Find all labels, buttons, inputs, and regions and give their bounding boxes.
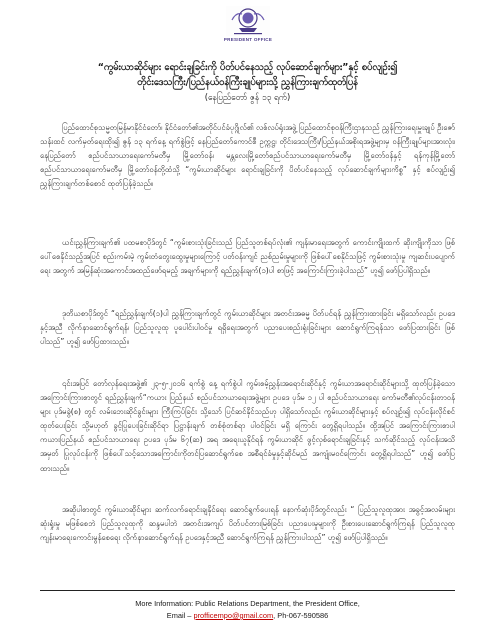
footer-phone: , Ph-067-590586 <box>273 611 329 620</box>
footer-contact-line <box>0 610 495 622</box>
paragraph-5-text: အဆိုပါစာတွင် ကွမ်းယာဆိုင်များ ဆက်လက်ရောင်းချနိုင်ရေး ဆောင်ရွက်ပေးရန် နောက်ဆုံးပိုဒ်တွင်လည်း “ ပြည်သူလူထုအား အခွင့်အလမ်းများ ဆုံးရှုံးမှု မဖြစ်စေဘဲ ပြည်သူလူထုကို ဆန္ဒမပါဘဲ အတင်းအကျပ် ပိတ်ပင်တားမြစ်ခြင်း ပညာပေးမှုများကို ဦးစားပေးဆောင်ရွက်ကြရန် ပြည်သူလူထု ကျန်းမာရေးကောင်းမွန်စေရေး လိုက်နာဆောင်ရွက်ရန် ဥပဒေနှင့်အညီ ဆောင်ရွက်ကြရန် ညွှန်ကြားပါသည်” ဟူ၍ ဖော်ပြပါရှိသည်။ <box>40 505 455 543</box>
paragraph-1 <box>40 121 455 220</box>
footer-email-link[interactable]: profficempo@gmail.com <box>193 611 274 620</box>
paragraph-3 <box>40 307 455 363</box>
paragraph-4 <box>40 377 455 490</box>
footer-email-label: Email – <box>166 611 192 620</box>
paragraph-4-text: ၎င်းအပြင် တော်လှန်ရေးအဖွဲ့၏ ၂၃-၅-၂၀၁၆ ရက်စွဲ နေ့ ရက်စွဲပါ ကွမ်းစမ့်ညွှန်းအရောင်းဆိုင်နှင့် ကွမ်းယာအရောင်းဆိုင်များသို့ ထုတ်ပြန်ခဲ့သော အကြောင်းကြားစာတွင် ရည်ညွှန်းချက်“ကယား ပြည်နယ် စည်ပင်သာယာရေးအဖွဲ့များ ဥပဒေ ပုဒ်မ ၁၂ ပါ စည်ပင်သာယာရေး ကော်မတီ၏လုပ်ငန်းတာဝန်များ ပုဒ်မခွဲ(စ) တွင် လမ်းဘေးဆိုင်ခွင်းများ ကြီးကြပ်ခြင်း သို့သော် ပြင်ဆင်နိုင်သည်ဟု ပါရှိသော်လည်း ကွမ်းယာဆိုင်များနှင့် စပ်လျဉ်း၍ လုပ်ငန်းလိုင်စင်ထုတ်ပေးခြင်း သို့မဟုတ် ခွင့်ပြုပေးခြင်းဆိုင်ရာ ပြဋ္ဌာန်းချက် တစ်စုံတစ်ရာ ပါဝင်ခြင်း မရှိ ကြောင်း တွေ့ရှိရပါသည်။ ထို့အပြင် အကြောင်းကြားစာပါ ကယားပြည်နယ် စည်ပင်သာယာရေး ဥပဒေ ပုဒ်မ ၆၇(ဆ) အရ အရေးယူနိုင်ရန် ကွမ်းယာဆိုင် ဖွင့်လှစ်ရောင်းချခြင်းနှင့် သက်ဆိုင်သည့် လုပ်ငန်းအသိအမှတ် ပြုလုပ်ငန်းကို ဖြစ်ပေါ်သင့်သောအကြောင်းကိုတင်ပြဆောင်ရွက်စေ အစီရင်ခံမှုနှင့်ဆိုင်မည် အကျုံးမဝင်ကြောင်း တွေ့ရှိရပါသည်” ဟူ၍ ဖော်ပြထားသည်။ <box>40 379 455 473</box>
press-release-title <box>40 60 455 104</box>
office-name: PRESIDENT OFFICE <box>223 37 273 42</box>
paragraph-2 <box>40 236 455 292</box>
paragraph-5 <box>40 503 455 574</box>
footer-info-line: More Information: Public Relations Department, the President Office, <box>135 599 360 608</box>
footer-divider <box>40 590 455 591</box>
president-office-logo <box>218 6 278 46</box>
dateline: (နေပြည်တော် ဇွန် ၁၃ ရက်) <box>204 92 291 102</box>
paragraph-1-text: ပြည်ထောင်စုသမ္မတမြန်မာနိုင်ငံတော်၊ နိုင်ငံတော်၏အတိုင်ပင်ခံပုဂ္ဂိုလ်၏ လစ်လပ်ရုံးအဖွဲ့ ပြည်ထောင်စုဝန်ကြီးဌာနသည် ညွှန်ကြားရေးမှူးချုပ် ဦးဇော်သန်းထင် လက်မှတ်ရေးထိုး၍ ဇွန် ၁၃ ရက်နေ့ ရက်စွဲဖြင့် နေပြည်တော်ကောင်စီ ဥက္ကဋ္ဌ၊ တိုင်းဒေသကြီး/ပြည်နယ်အစိုးရအဖွဲ့များမှ ဝန်ကြီးချုပ်များအားလုံး၊ နေပြည်တော် စည်ပင်သာယာရေးကော်မတီမှ မြို့တော်ဝန်၊ မန္တလေးမြို့တော်စည်ပင်သာယာရေးကော်မတီမှ မြို့တော်ဝန်နှင့် ရန်ကုန်မြို့တော်စည်ပင်သာယာရေးကော်မတီမှ မြို့တော်ဝန်တို့ထံသို့ “ကွမ်းယာဆိုင်များ ရောင်းချခြင်းကို ပိတ်ပင်နေသည့် လုပ်ဆောင်ချက်များကိစ္စ” နှင့် စပ်လျဉ်း၍ ညွှန်ကြားချက်တစ်စောင် ထုတ်ပြန်ခဲ့သည်။ <box>40 123 455 189</box>
title-line-2: တိုင်းဒေသကြီး/ပြည်နယ်ဝန်ကြီးချုပ်များသို့ ညွှန်ကြားချက်ထုတ်ပြန် <box>137 77 358 88</box>
footer-contact <box>0 598 495 622</box>
emblem-icon <box>226 6 270 36</box>
paragraph-3-text: ဒုတိယစာပိုဒ်တွင် “ရည်ညွှန်းချက်(၁)ပါ ညွှန်ကြားချက်တွင် ကွမ်းယာဆိုင်များ အတင်းအဓမ္မ ပိတ်ပင်ရန် ညွှန်ကြားထားခြင်း မရှိသော်လည်း ဥပဒေနှင့်အညီ လိုက်နာဆောင်ရွက်ရန်၊ ပြည်သူလူထု ပူပေါင်းပါဝင်မှု ရရှိရေးအတွက် ပညာပေးစည်းရုံးခြင်းများ ဆောင်ရွက်ကြရန်သာ ဖော်ပြထားခြင်း ဖြစ်ပါသည်” ဟူ၍ ဖော်ပြထားသည်။ <box>40 309 455 347</box>
paragraph-2-text: ယင်းညွှန်ကြားချက်၏ ပထမစာပိုဒ်တွင် “ကွမ်းစားသုံးခြင်းသည် ပြည်သူတစ်ရပ်လုံး၏ ကျန်းမာရေးအတွက် ကောင်းကျိုးထက် ဆိုးကျိုးကိုသာ ဖြစ်ပေါ်စေနိုင်သည့်အပြင် စည်းကမ်းမဲ့ ကွမ်းတံတွေးထွေးမှုများကြောင့် ပတ်ဝန်းကျင် ညစ်ညမ်းမှုများကို ဖြစ်ပေါ်စေနိုင်သဖြင့် ကွမ်းစားသုံးမှု ကျဆင်းပပျောက်ရေး အတွက် အမြန်ဆုံးအကောင်အထည်ဖော်ရမည့် အချက်များကို ရည်ညွှန်းချက်(၁)ပါ စာဖြင့် အကြောင်းကြားခဲ့ပါသည်” ဟူ၍ ဖော်ပြပါရှိသည်။ <box>40 238 455 276</box>
title-line-1: “ကွမ်းယာဆိုင်များ ရောင်းချခြင်းကို ပိတ်ပင်နေသည့် လုပ်ဆောင်ချက်များ”နှင့် စပ်လျဉ်း၍ <box>97 62 398 73</box>
